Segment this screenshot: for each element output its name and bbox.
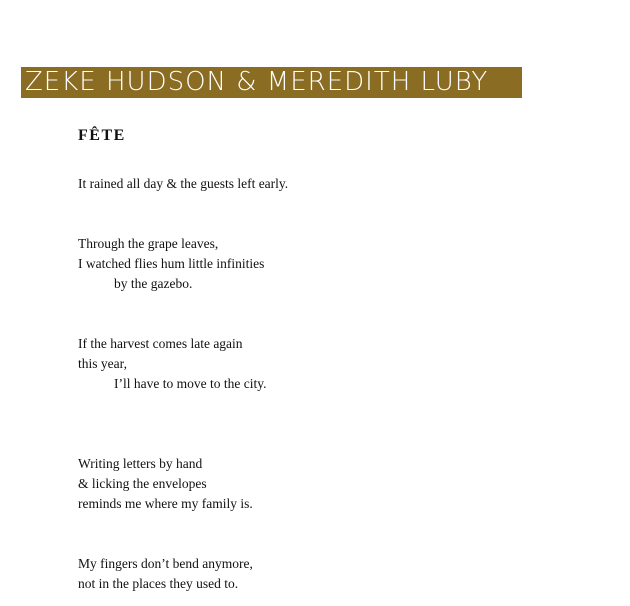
poem-line: & licking the envelopes (78, 476, 207, 491)
stanza-4 (78, 454, 253, 514)
stanza-3 (78, 334, 266, 394)
poem-line: I watched flies hum little infinities (78, 256, 265, 271)
poem-line: If the harvest comes late again (78, 336, 243, 351)
poem-line: Through the grape leaves, (78, 236, 219, 251)
author-banner (21, 67, 522, 98)
poem-line: My fingers don’t bend anymore, (78, 556, 253, 571)
poem-line-indented: I’ll have to move to the city. (114, 376, 267, 391)
poem-line: Writing letters by hand (78, 456, 203, 471)
poem-line: not in the places they used to. (78, 576, 239, 591)
poem-line: reminds me where my family is. (78, 496, 253, 511)
stanza-1 (78, 174, 288, 194)
poem-line-indented: by the gazebo. (114, 276, 193, 291)
poem-title: FÊTE (78, 127, 126, 144)
poem-line: It rained all day & the guests left early. (78, 176, 289, 191)
poem-line: this year, (78, 356, 127, 371)
author-names: ZEKE HUDSON & MEREDITH LUBY (25, 67, 489, 97)
stanza-5 (78, 554, 253, 594)
stanza-2 (78, 234, 264, 294)
